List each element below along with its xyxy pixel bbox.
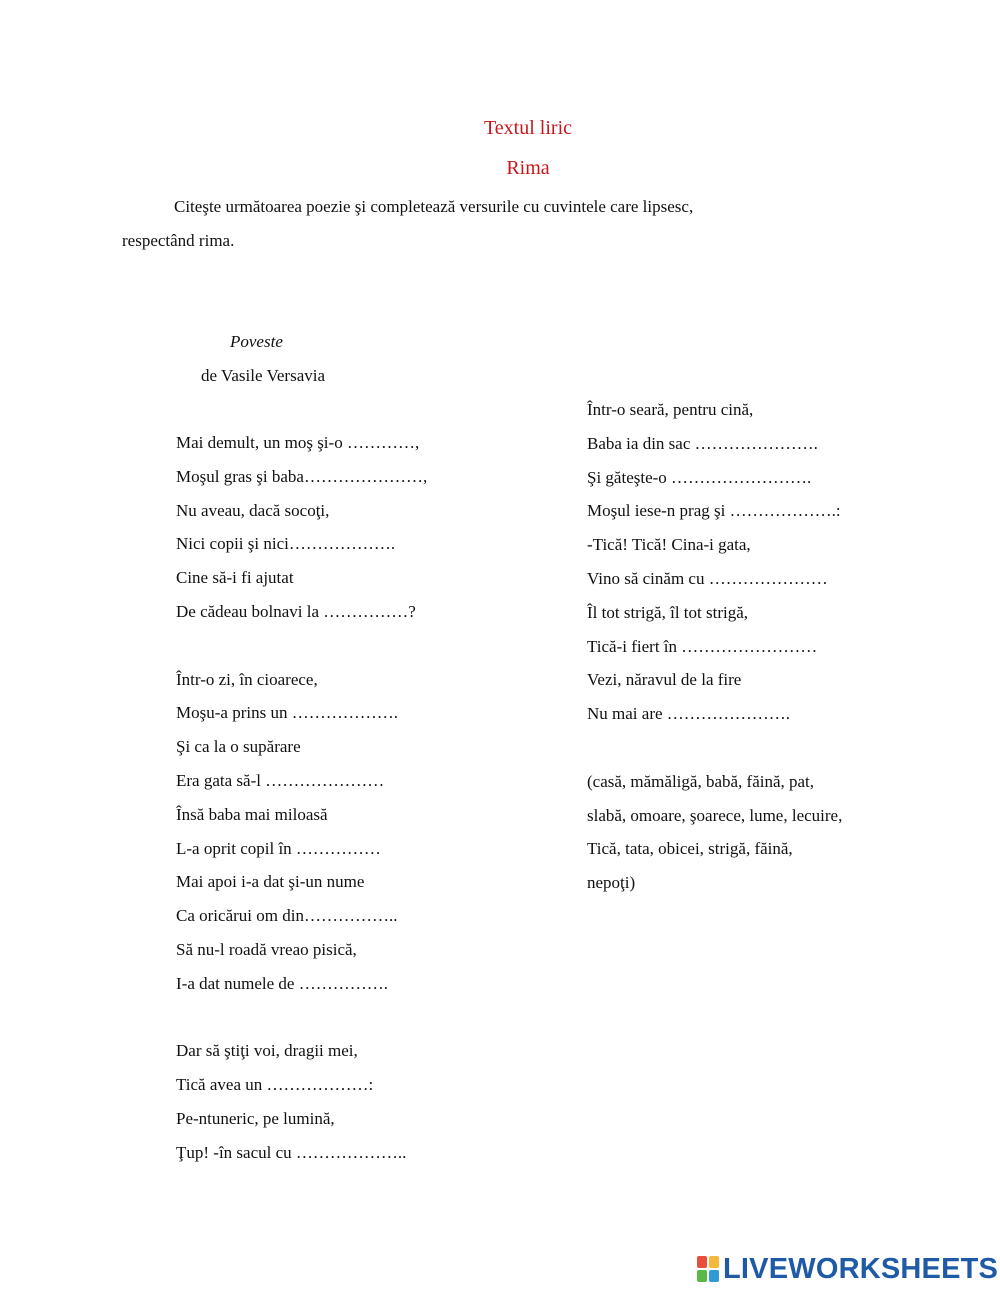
poem-line: Vino să cinăm cu ………………… [587, 568, 828, 588]
poem-line: Şi găteşte-o ……………………. [587, 467, 812, 487]
poem-line: nepoţi) [587, 873, 636, 893]
poem-line: Să nu-l roadă vreao pisică, [176, 939, 357, 959]
stanza-break [176, 1007, 427, 1041]
poem-author: de Vasile Versavia [201, 366, 326, 385]
logo-block [709, 1256, 719, 1268]
poem-line: I-a dat numele de ……………. [176, 973, 388, 993]
poem-line: Tică-i fiert în …………………… [587, 636, 818, 656]
stanza-break [587, 737, 842, 771]
poem-line: Ca oricărui om din…………….. [176, 906, 398, 926]
logo-block [709, 1270, 719, 1282]
poem-line: Nu aveau, dacă socoţi, [176, 500, 330, 520]
poem-line: -Tică! Tică! Cina-i gata, [587, 535, 751, 555]
poem-line: Într-o zi, în cioarece, [176, 669, 318, 689]
poem-right-column [587, 399, 842, 906]
instruction-line-2: respectând rima. [122, 231, 235, 250]
logo-blocks-icon [697, 1256, 719, 1282]
logo-block [697, 1270, 707, 1282]
logo-text: LIVEWORKSHEETS [723, 1252, 999, 1285]
poem-line: Mai apoi i-a dat şi-un nume [176, 872, 365, 892]
poem-line: (casă, mămăligă, babă, făină, pat, [587, 771, 815, 791]
page-title: Textul liric [483, 117, 573, 139]
poem-line: Îl tot strigă, îl tot strigă, [587, 602, 749, 622]
poem-line: Dar să ştiţi voi, dragii mei, [176, 1041, 358, 1061]
poem-left-column [176, 432, 427, 1176]
poem-line: De cădeau bolnavi la ……………? [176, 601, 416, 621]
poem-line: slabă, omoare, şoarece, lume, lecuire, [587, 805, 843, 825]
poem-line: Cine să-i fi ajutat [176, 568, 294, 588]
poem-line: Moşul gras şi baba…………………, [176, 466, 428, 486]
poem-line: Ţup! -în sacul cu ……………….. [176, 1142, 407, 1162]
poem-line: Moşul iese-n prag şi ……………….: [587, 501, 841, 521]
poem-line: Tică avea un ………………: [176, 1075, 374, 1095]
poem-title: Poveste [230, 332, 283, 351]
poem-line: Vezi, năravul de la fire [587, 670, 742, 690]
poem-line: Şi ca la o supărare [176, 737, 301, 757]
poem-line: Pe-ntuneric, pe lumină, [176, 1108, 335, 1128]
liveworksheets-logo [697, 1253, 998, 1285]
instruction-line-1: Citeşte următoarea poezie şi completează versurile cu cuvintele care lipsesc, [174, 197, 694, 216]
poem-line: Însă baba mai miloasă [176, 804, 328, 824]
poem-line: Nici copii şi nici………………. [176, 534, 396, 554]
poem-line: Nu mai are …………………. [587, 704, 791, 724]
poem-line: Mai demult, un moş şi-o …………, [176, 433, 420, 452]
page-subtitle: Rima [506, 157, 550, 179]
poem-line: Într-o seară, pentru cină, [587, 400, 754, 419]
poem-line: Tică, tata, obicei, strigă, făină, [587, 839, 793, 859]
logo-block [697, 1256, 707, 1268]
poem-line: Era gata să-l ………………… [176, 770, 385, 790]
stanza-break [176, 635, 427, 669]
poem-line: Baba ia din sac …………………. [587, 433, 818, 453]
poem-line: L-a oprit copil în …………… [176, 838, 381, 858]
poem-line: Moşu-a prins un ………………. [176, 703, 398, 723]
